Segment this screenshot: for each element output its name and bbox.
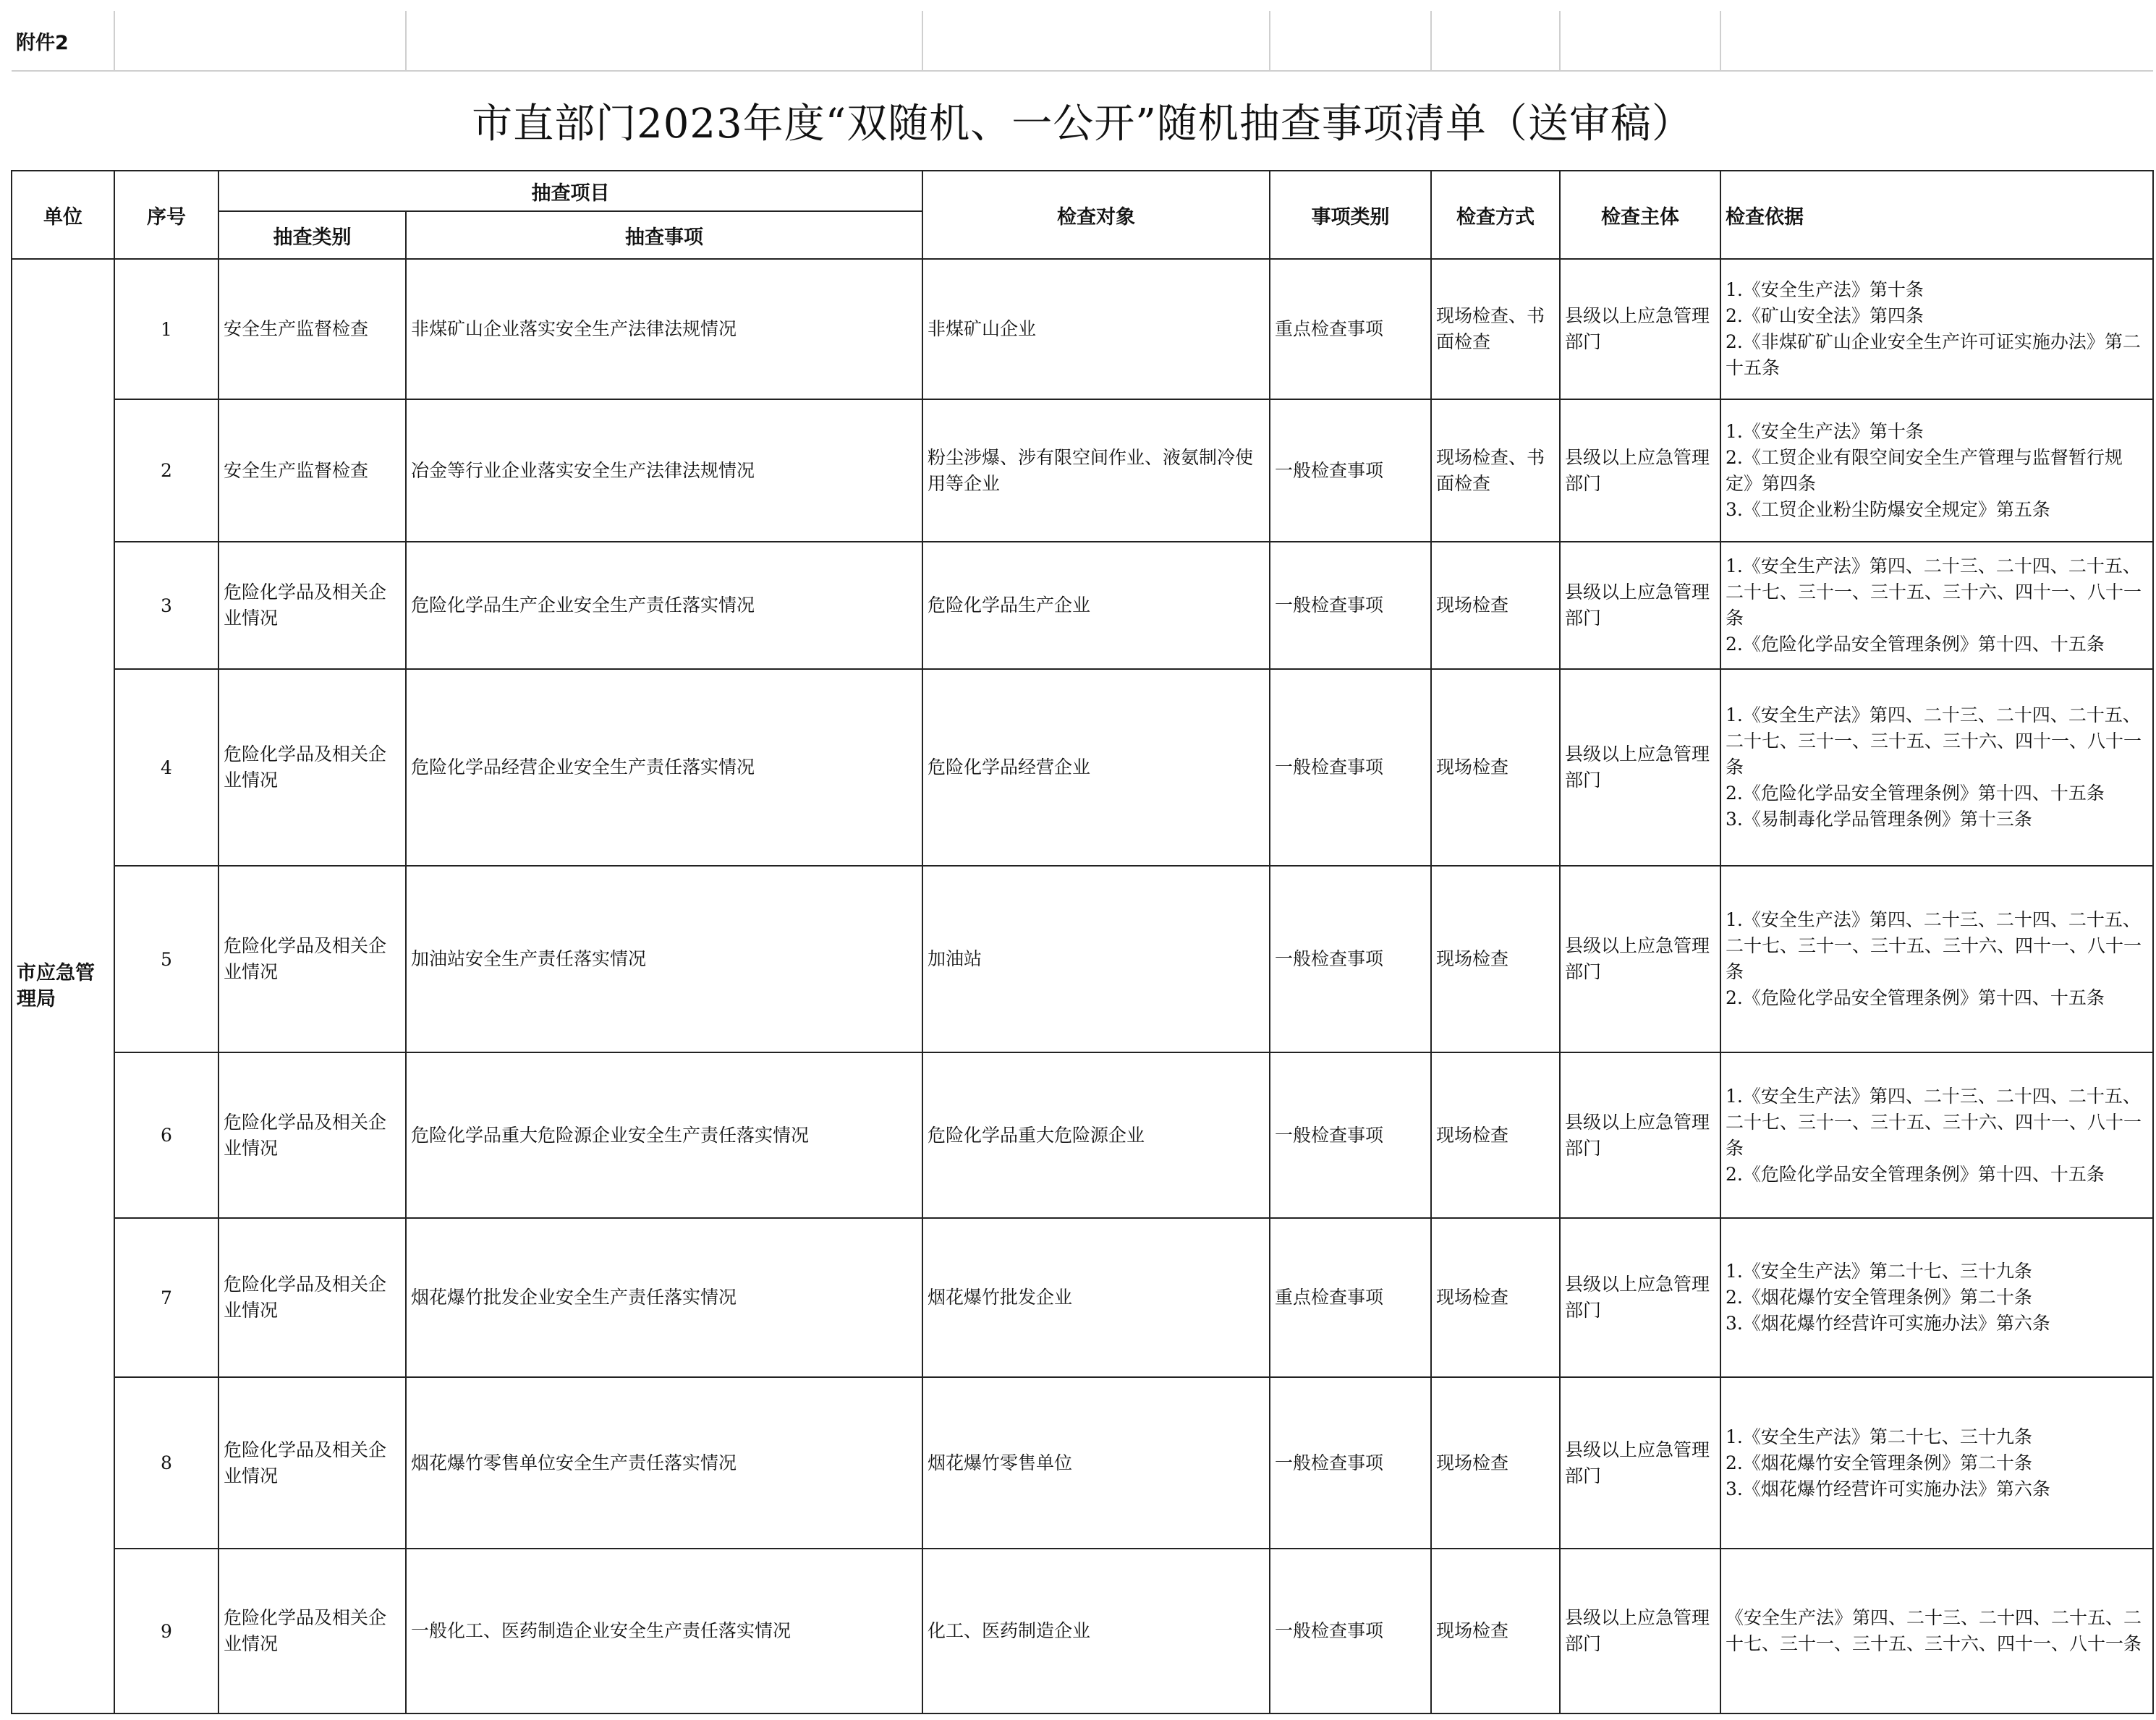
target-cell: 烟花爆竹零售单位 xyxy=(922,1377,1270,1549)
item-cell: 烟花爆竹零售单位安全生产责任落实情况 xyxy=(406,1377,922,1549)
seq-cell: 7 xyxy=(114,1218,218,1377)
table-row xyxy=(12,1052,2153,1218)
basis-line: 2.《矿山安全法》第四条 xyxy=(1726,305,1924,326)
subject-cell: 县级以上应急管理部门 xyxy=(1560,399,1720,542)
basis-line: 1.《安全生产法》第十条 xyxy=(1726,420,1924,442)
method-cell: 现场检查、书面检查 xyxy=(1431,259,1560,399)
basis-line: 1.《安全生产法》第四、二十三、二十四、二十五、二十七、三十一、三十五、三十六、四十一、八十一条 xyxy=(1726,1085,2142,1159)
basis-cell xyxy=(1720,669,2153,866)
item-cell: 加油站安全生产责任落实情况 xyxy=(406,866,922,1052)
type-cell: 重点检查事项 xyxy=(1270,1218,1431,1377)
target-cell: 粉尘涉爆、涉有限空间作业、液氨制冷使用等企业 xyxy=(922,399,1270,542)
table-row xyxy=(12,259,2153,399)
header-item: 抽查事项 xyxy=(406,211,922,259)
basis-cell xyxy=(1720,1052,2153,1218)
target-cell: 危险化学品重大危险源企业 xyxy=(922,1052,1270,1218)
header-method: 检查方式 xyxy=(1431,171,1560,259)
target-cell: 非煤矿山企业 xyxy=(922,259,1270,399)
empty-cell xyxy=(1560,11,1720,71)
target-cell: 化工、医药制造企业 xyxy=(922,1549,1270,1713)
empty-cell xyxy=(1431,11,1560,71)
item-cell: 烟花爆竹批发企业安全生产责任落实情况 xyxy=(406,1218,922,1377)
seq-cell: 4 xyxy=(114,669,218,866)
item-cell: 冶金等行业企业落实安全生产法律法规情况 xyxy=(406,399,922,542)
table-row xyxy=(12,669,2153,866)
unit-name-cell: 市应急管理局 xyxy=(12,259,114,1713)
basis-line: 3.《烟花爆竹经营许可实施办法》第六条 xyxy=(1726,1313,2050,1334)
table-row xyxy=(12,866,2153,1052)
page-title: 市直部门2023年度“双随机、一公开”随机抽查事项清单（送审稿） xyxy=(12,71,2153,171)
basis-cell xyxy=(1720,1218,2153,1377)
method-cell: 现场检查 xyxy=(1431,1218,1560,1377)
empty-cell xyxy=(114,11,406,71)
method-cell: 现场检查 xyxy=(1431,1052,1560,1218)
empty-cell xyxy=(406,11,922,71)
basis-cell xyxy=(1720,259,2153,399)
basis-line: 《安全生产法》第四、二十三、二十四、二十五、二十七、三十一、三十五、三十六、四十一、八十一条 xyxy=(1726,1607,2142,1654)
subject-cell: 县级以上应急管理部门 xyxy=(1560,866,1720,1052)
header-category: 抽查类别 xyxy=(218,211,406,259)
empty-cell xyxy=(922,11,1270,71)
table-row xyxy=(12,1218,2153,1377)
header-unit: 单位 xyxy=(12,171,114,259)
basis-line: 2.《危险化学品安全管理条例》第十四、十五条 xyxy=(1726,783,2105,804)
basis-line: 1.《安全生产法》第四、二十三、二十四、二十五、二十七、三十一、三十五、三十六、四十一、八十一条 xyxy=(1726,555,2142,629)
basis-line: 2.《非煤矿矿山企业安全生产许可证实施办法》第二十五条 xyxy=(1726,331,2141,378)
method-cell: 现场检查 xyxy=(1431,866,1560,1052)
subject-cell: 县级以上应急管理部门 xyxy=(1560,1218,1720,1377)
basis-line: 2.《危险化学品安全管理条例》第十四、十五条 xyxy=(1726,987,2105,1008)
subject-cell: 县级以上应急管理部门 xyxy=(1560,259,1720,399)
type-cell: 一般检查事项 xyxy=(1270,1052,1431,1218)
seq-cell: 1 xyxy=(114,259,218,399)
basis-line: 2.《烟花爆竹安全管理条例》第二十条 xyxy=(1726,1452,2032,1473)
method-cell: 现场检查 xyxy=(1431,1549,1560,1713)
method-cell: 现场检查 xyxy=(1431,1377,1560,1549)
header-type: 事项类别 xyxy=(1270,171,1431,259)
type-cell: 重点检查事项 xyxy=(1270,259,1431,399)
item-cell: 一般化工、医药制造企业安全生产责任落实情况 xyxy=(406,1549,922,1713)
subject-cell: 县级以上应急管理部门 xyxy=(1560,1377,1720,1549)
basis-line: 3.《烟花爆竹经营许可实施办法》第六条 xyxy=(1726,1478,2050,1499)
category-cell: 安全生产监督检查 xyxy=(218,399,406,542)
seq-cell: 5 xyxy=(114,866,218,1052)
basis-cell xyxy=(1720,866,2153,1052)
header-subject: 检查主体 xyxy=(1560,171,1720,259)
target-cell: 加油站 xyxy=(922,866,1270,1052)
type-cell: 一般检查事项 xyxy=(1270,1377,1431,1549)
basis-line: 1.《安全生产法》第二十七、三十九条 xyxy=(1726,1426,2032,1447)
basis-line: 2.《危险化学品安全管理条例》第十四、十五条 xyxy=(1726,634,2105,655)
empty-cell xyxy=(1720,11,2153,71)
type-cell: 一般检查事项 xyxy=(1270,1549,1431,1713)
subject-cell: 县级以上应急管理部门 xyxy=(1560,1052,1720,1218)
seq-cell: 6 xyxy=(114,1052,218,1218)
basis-line: 1.《安全生产法》第四、二十三、二十四、二十五、二十七、三十一、三十五、三十六、四十一、八十一条 xyxy=(1726,909,2142,982)
item-cell: 危险化学品重大危险源企业安全生产责任落实情况 xyxy=(406,1052,922,1218)
target-cell: 烟花爆竹批发企业 xyxy=(922,1218,1270,1377)
basis-cell xyxy=(1720,542,2153,669)
target-cell: 危险化学品经营企业 xyxy=(922,669,1270,866)
type-cell: 一般检查事项 xyxy=(1270,399,1431,542)
target-cell: 危险化学品生产企业 xyxy=(922,542,1270,669)
inspection-list-table xyxy=(11,11,2154,1714)
basis-cell xyxy=(1720,399,2153,542)
category-cell: 危险化学品及相关企业情况 xyxy=(218,866,406,1052)
seq-cell: 3 xyxy=(114,542,218,669)
method-cell: 现场检查、书面检查 xyxy=(1431,399,1560,542)
basis-line: 2.《工贸企业有限空间安全生产管理与监督暂行规定》第四条 xyxy=(1726,446,2123,494)
category-cell: 危险化学品及相关企业情况 xyxy=(218,1218,406,1377)
header-basis: 检查依据 xyxy=(1720,171,2153,259)
seq-cell: 9 xyxy=(114,1549,218,1713)
method-cell: 现场检查 xyxy=(1431,542,1560,669)
table-row xyxy=(12,1377,2153,1549)
seq-cell: 8 xyxy=(114,1377,218,1549)
basis-line: 2.《危险化学品安全管理条例》第十四、十五条 xyxy=(1726,1163,2105,1185)
basis-line: 3.《易制毒化学品管理条例》第十三条 xyxy=(1726,809,2032,830)
table-row xyxy=(12,1549,2153,1713)
type-cell: 一般检查事项 xyxy=(1270,542,1431,669)
item-cell: 危险化学品生产企业安全生产责任落实情况 xyxy=(406,542,922,669)
item-cell: 非煤矿山企业落实安全生产法律法规情况 xyxy=(406,259,922,399)
basis-line: 2.《烟花爆竹安全管理条例》第二十条 xyxy=(1726,1287,2032,1308)
subject-cell: 县级以上应急管理部门 xyxy=(1560,1549,1720,1713)
basis-cell xyxy=(1720,1377,2153,1549)
basis-line: 1.《安全生产法》第十条 xyxy=(1726,279,1924,300)
annex-label: 附件2 xyxy=(12,11,114,71)
table-row xyxy=(12,399,2153,542)
type-cell: 一般检查事项 xyxy=(1270,669,1431,866)
basis-line: 1.《安全生产法》第四、二十三、二十四、二十五、二十七、三十一、三十五、三十六、四十一、八十一条 xyxy=(1726,704,2142,778)
category-cell: 危险化学品及相关企业情况 xyxy=(218,1377,406,1549)
header-target: 检查对象 xyxy=(922,171,1270,259)
category-cell: 危险化学品及相关企业情况 xyxy=(218,1052,406,1218)
subject-cell: 县级以上应急管理部门 xyxy=(1560,542,1720,669)
basis-line: 1.《安全生产法》第二十七、三十九条 xyxy=(1726,1261,2032,1282)
table-row xyxy=(12,542,2153,669)
seq-cell: 2 xyxy=(114,399,218,542)
category-cell: 危险化学品及相关企业情况 xyxy=(218,542,406,669)
header-seq: 序号 xyxy=(114,171,218,259)
empty-cell xyxy=(1270,11,1431,71)
basis-cell xyxy=(1720,1549,2153,1713)
item-cell: 危险化学品经营企业安全生产责任落实情况 xyxy=(406,669,922,866)
subject-cell: 县级以上应急管理部门 xyxy=(1560,669,1720,866)
category-cell: 安全生产监督检查 xyxy=(218,259,406,399)
header-project: 抽查项目 xyxy=(218,171,922,211)
category-cell: 危险化学品及相关企业情况 xyxy=(218,1549,406,1713)
method-cell: 现场检查 xyxy=(1431,669,1560,866)
basis-line: 3.《工贸企业粉尘防爆安全规定》第五条 xyxy=(1726,498,2050,520)
category-cell: 危险化学品及相关企业情况 xyxy=(218,669,406,866)
type-cell: 一般检查事项 xyxy=(1270,866,1431,1052)
